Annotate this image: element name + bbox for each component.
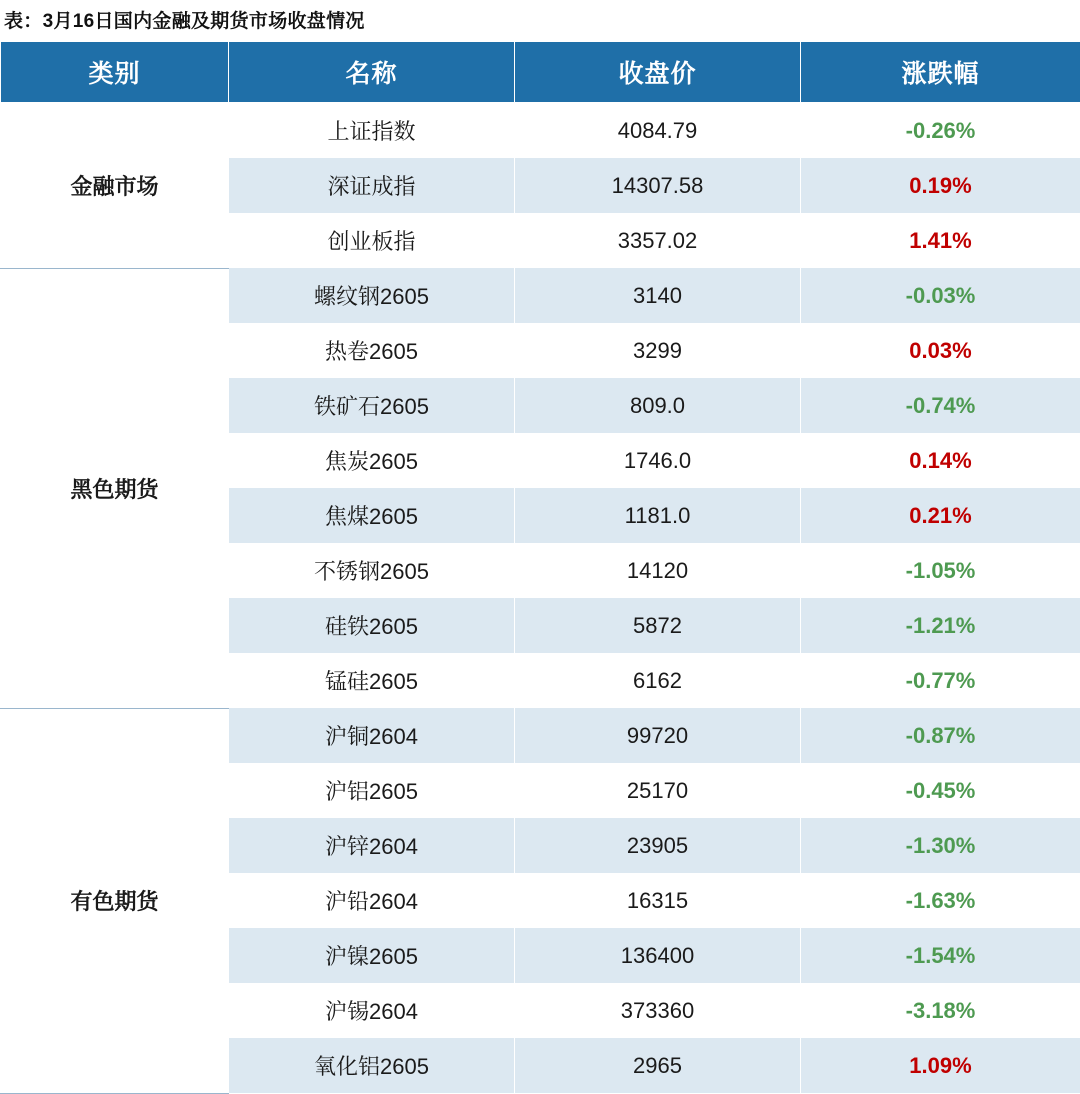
close-price-cell: 2965 [515, 1038, 801, 1094]
instrument-name-cell: 锰硅2605 [229, 653, 515, 708]
close-price-cell: 373360 [515, 983, 801, 1038]
close-price-cell: 14120 [515, 543, 801, 598]
instrument-name-cell: 沪锡2604 [229, 983, 515, 1038]
close-price-cell: 16315 [515, 873, 801, 928]
change-percent-cell: -1.21% [801, 598, 1080, 653]
column-header-name: 名称 [229, 42, 515, 103]
category-cell: 有色期货 [1, 708, 229, 1094]
close-price-cell: 3299 [515, 323, 801, 378]
close-price-cell: 6162 [515, 653, 801, 708]
category-cell: 黑色期货 [1, 268, 229, 708]
instrument-name-cell: 沪铜2604 [229, 708, 515, 763]
change-percent-cell: -1.63% [801, 873, 1080, 928]
table-row [1, 268, 1080, 323]
close-price-cell: 3140 [515, 268, 801, 323]
instrument-name-cell: 氧化铝2605 [229, 1038, 515, 1094]
change-percent-cell: 1.09% [801, 1038, 1080, 1094]
instrument-name-cell: 焦炭2605 [229, 433, 515, 488]
instrument-name-cell: 沪锌2604 [229, 818, 515, 873]
change-percent-cell: 0.19% [801, 158, 1080, 213]
change-percent-cell: 0.21% [801, 488, 1080, 543]
instrument-name-cell: 沪铅2604 [229, 873, 515, 928]
close-price-cell: 5872 [515, 598, 801, 653]
instrument-name-cell: 沪铝2605 [229, 763, 515, 818]
close-price-cell: 23905 [515, 818, 801, 873]
category-cell: 金融市场 [1, 103, 229, 269]
change-percent-cell: 0.14% [801, 433, 1080, 488]
table-row [1, 103, 1080, 159]
table-row [1, 708, 1080, 763]
change-percent-cell: 1.41% [801, 213, 1080, 268]
instrument-name-cell: 沪镍2605 [229, 928, 515, 983]
close-price-cell: 809.0 [515, 378, 801, 433]
instrument-name-cell: 上证指数 [229, 103, 515, 159]
change-percent-cell: -0.45% [801, 763, 1080, 818]
close-price-cell: 4084.79 [515, 103, 801, 159]
table-body [1, 103, 1080, 1094]
close-price-cell: 3357.02 [515, 213, 801, 268]
change-percent-cell: -0.26% [801, 103, 1080, 159]
change-percent-cell: -0.03% [801, 268, 1080, 323]
instrument-name-cell: 焦煤2605 [229, 488, 515, 543]
close-price-cell: 136400 [515, 928, 801, 983]
market-data-table [0, 41, 1080, 1094]
change-percent-cell: -0.74% [801, 378, 1080, 433]
close-price-cell: 1181.0 [515, 488, 801, 543]
instrument-name-cell: 不锈钢2605 [229, 543, 515, 598]
page-title: 表：3月16日国内金融及期货市场收盘情况 [0, 0, 1080, 41]
instrument-name-cell: 硅铁2605 [229, 598, 515, 653]
instrument-name-cell: 深证成指 [229, 158, 515, 213]
close-price-cell: 1746.0 [515, 433, 801, 488]
close-price-cell: 14307.58 [515, 158, 801, 213]
column-header-category: 类别 [1, 42, 229, 103]
instrument-name-cell: 热卷2605 [229, 323, 515, 378]
instrument-name-cell: 铁矿石2605 [229, 378, 515, 433]
column-header-close-price: 收盘价 [515, 42, 801, 103]
instrument-name-cell: 创业板指 [229, 213, 515, 268]
change-percent-cell: -1.54% [801, 928, 1080, 983]
instrument-name-cell: 螺纹钢2605 [229, 268, 515, 323]
change-percent-cell: -3.18% [801, 983, 1080, 1038]
column-header-change: 涨跌幅 [801, 42, 1080, 103]
change-percent-cell: -0.87% [801, 708, 1080, 763]
change-percent-cell: -1.30% [801, 818, 1080, 873]
table-header-row [1, 42, 1080, 103]
change-percent-cell: 0.03% [801, 323, 1080, 378]
close-price-cell: 25170 [515, 763, 801, 818]
change-percent-cell: -1.05% [801, 543, 1080, 598]
close-price-cell: 99720 [515, 708, 801, 763]
change-percent-cell: -0.77% [801, 653, 1080, 708]
